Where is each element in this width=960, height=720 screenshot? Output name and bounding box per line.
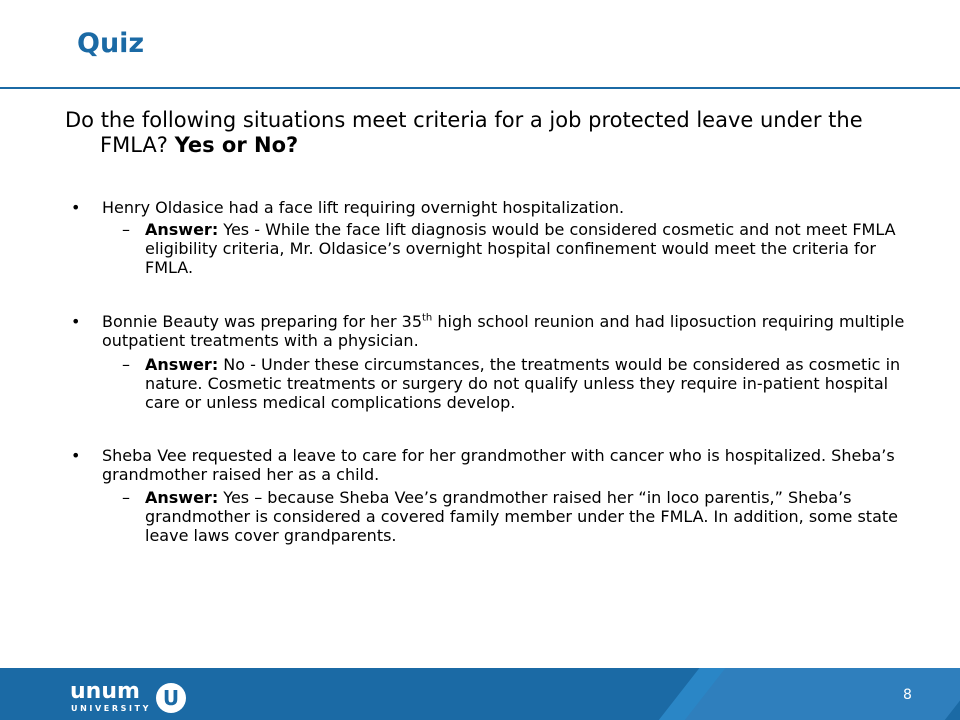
answer-1: Answer: Yes - While the face lift diagnosis would be considered cosmetic and not meet FMLA eligibility criteria, Mr. Oldasice’s overnight hospital confinement would meet the criteria for FMLA. xyxy=(145,220,896,277)
dash-marker: – xyxy=(122,220,130,239)
dash-marker: – xyxy=(122,355,130,374)
unum-university-logo xyxy=(70,679,190,717)
dash-marker: – xyxy=(122,488,130,507)
answer-label: Answer: xyxy=(145,488,219,507)
answer-label: Answer: xyxy=(145,355,219,374)
scenario-2: Bonnie Beauty was preparing for her 35th high school reunion and had liposuction requiring multiple outpatient treatments with a physician. xyxy=(102,312,905,350)
answer-label: Answer: xyxy=(145,220,219,239)
answer-2: Answer: No - Under these circumstances, the treatments would be considered as cosmetic in nature. Cosmetic treatments or surgery do not qualify unless they require in-patient hospital care or unless medical complications develop. xyxy=(145,355,901,412)
scenario-1: Henry Oldasice had a face lift requiring overnight hospitalization. xyxy=(102,198,625,217)
slide-title: Quiz xyxy=(77,28,145,59)
logo-subtitle: UNIVERSITY xyxy=(71,704,151,713)
page-number: 8 xyxy=(903,687,912,703)
bullet-marker: • xyxy=(71,446,81,465)
question-text: Do the following situations meet criteria for a job protected leave under the FMLA? xyxy=(65,108,863,157)
title-divider xyxy=(0,87,960,89)
question-emphasis: Yes or No? xyxy=(174,133,299,157)
bullet-marker: • xyxy=(71,312,81,331)
bullet-marker: • xyxy=(71,198,81,217)
quiz-question xyxy=(65,108,935,158)
logo-badge-icon xyxy=(154,681,188,715)
scenario-3: Sheba Vee requested a leave to care for her grandmother with cancer who is hospitalized. Sheba’s grandmother raised her as a child. xyxy=(102,446,895,484)
answer-3: Answer: Yes – because Sheba Vee’s grandmother raised her “in loco parentis,” Sheba’s grandmother is considered a covered family member under the FMLA. In addition, some state leave laws cover grandparents. xyxy=(145,488,898,545)
logo-wordmark: unum xyxy=(70,679,140,704)
svg-text:U: U xyxy=(162,686,180,710)
